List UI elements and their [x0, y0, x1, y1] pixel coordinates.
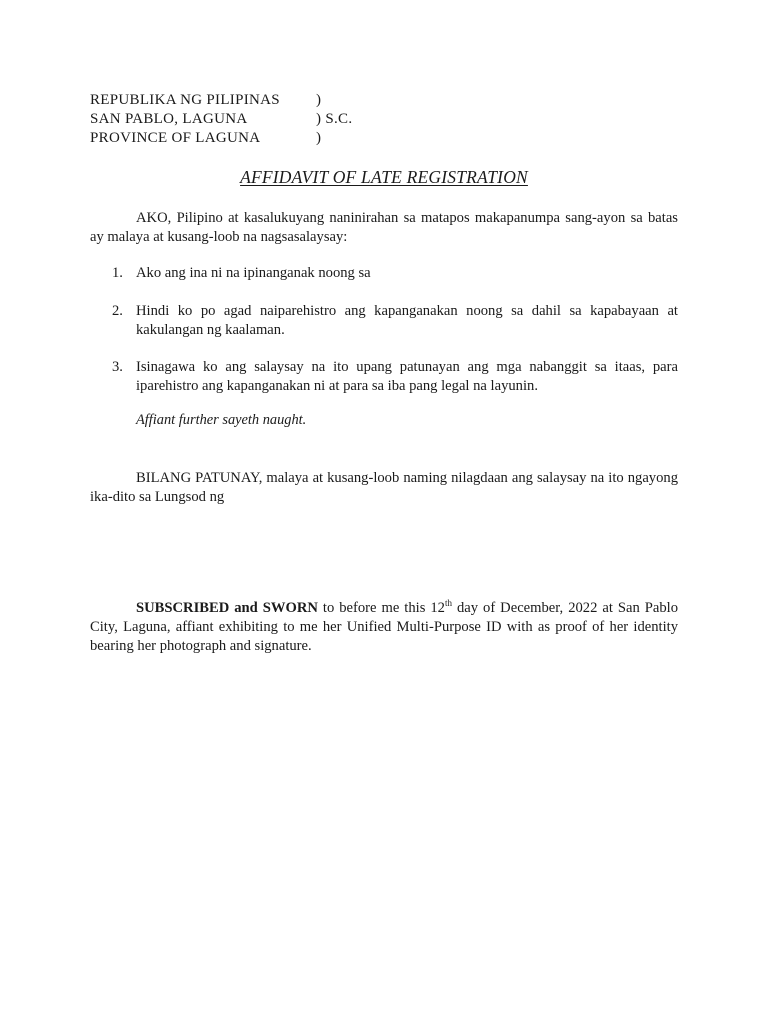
venue-row	[90, 129, 352, 148]
list-item	[90, 358, 678, 396]
venue-row	[90, 110, 352, 129]
intro-paragraph	[90, 209, 678, 247]
jurat-text-post: day of December, 2022 at San Pablo City, Laguna, affiant exhibiting to me her Unified Multi-Purpose ID with as proof of her identity bearing her photograph and signature.	[90, 600, 678, 654]
venue-right: )	[316, 92, 322, 108]
list-text: Isinagawa ko ang salaysay na ito upang patunayan ang mga nabanggit sa itaas, para iparehistro ang kapanganakan ni at para sa iba pang legal na layunin.	[136, 359, 678, 394]
list-number: 1.	[112, 265, 123, 281]
jurat-paragraph	[90, 599, 678, 656]
venue-right: ) S.C.	[316, 111, 353, 127]
list-text: Ako ang ina ni na ipinanganak noong sa	[136, 265, 371, 281]
venue-left: PROVINCE OF LAGUNA	[90, 130, 261, 146]
intro-lead: AKO,	[136, 210, 172, 226]
patunay-paragraph: BILANG PATUNAY, malaya at kusang-loob naming nilagdaan ang salaysay na ito ngayong ika-dito sa Lungsod ng	[90, 470, 678, 505]
list-text: Hindi ko po agad naiparehistro ang kapanganakan noong sa dahil sa kapabayaan at kakulangan ng kaalaman.	[136, 303, 678, 338]
venue-left: SAN PABLO, LAGUNA	[90, 111, 248, 127]
document-title: AFFIDAVIT OF LATE REGISTRATION	[240, 167, 528, 187]
venue-row	[90, 91, 352, 110]
affiant-closing: Affiant further sayeth naught.	[136, 412, 307, 428]
venue-left: REPUBLIKA NG PILIPINAS	[90, 92, 280, 108]
venue-header	[90, 91, 352, 148]
list-item	[90, 264, 678, 283]
jurat-lead: SUBSCRIBED and SWORN	[136, 600, 318, 616]
list-number: 3.	[112, 359, 123, 375]
intro-text: Pilipino at kasalukuyang naninirahan sa matapos makapanumpa sang-ayon sa batas ay malaya at kusang-loob na nagsasalaysay:	[90, 210, 678, 245]
venue-right: )	[316, 130, 322, 146]
list-item	[90, 302, 678, 340]
jurat-text-pre: to before me this 12	[317, 600, 445, 616]
jurat-ordinal: th	[444, 598, 452, 609]
list-number: 2.	[112, 303, 123, 319]
